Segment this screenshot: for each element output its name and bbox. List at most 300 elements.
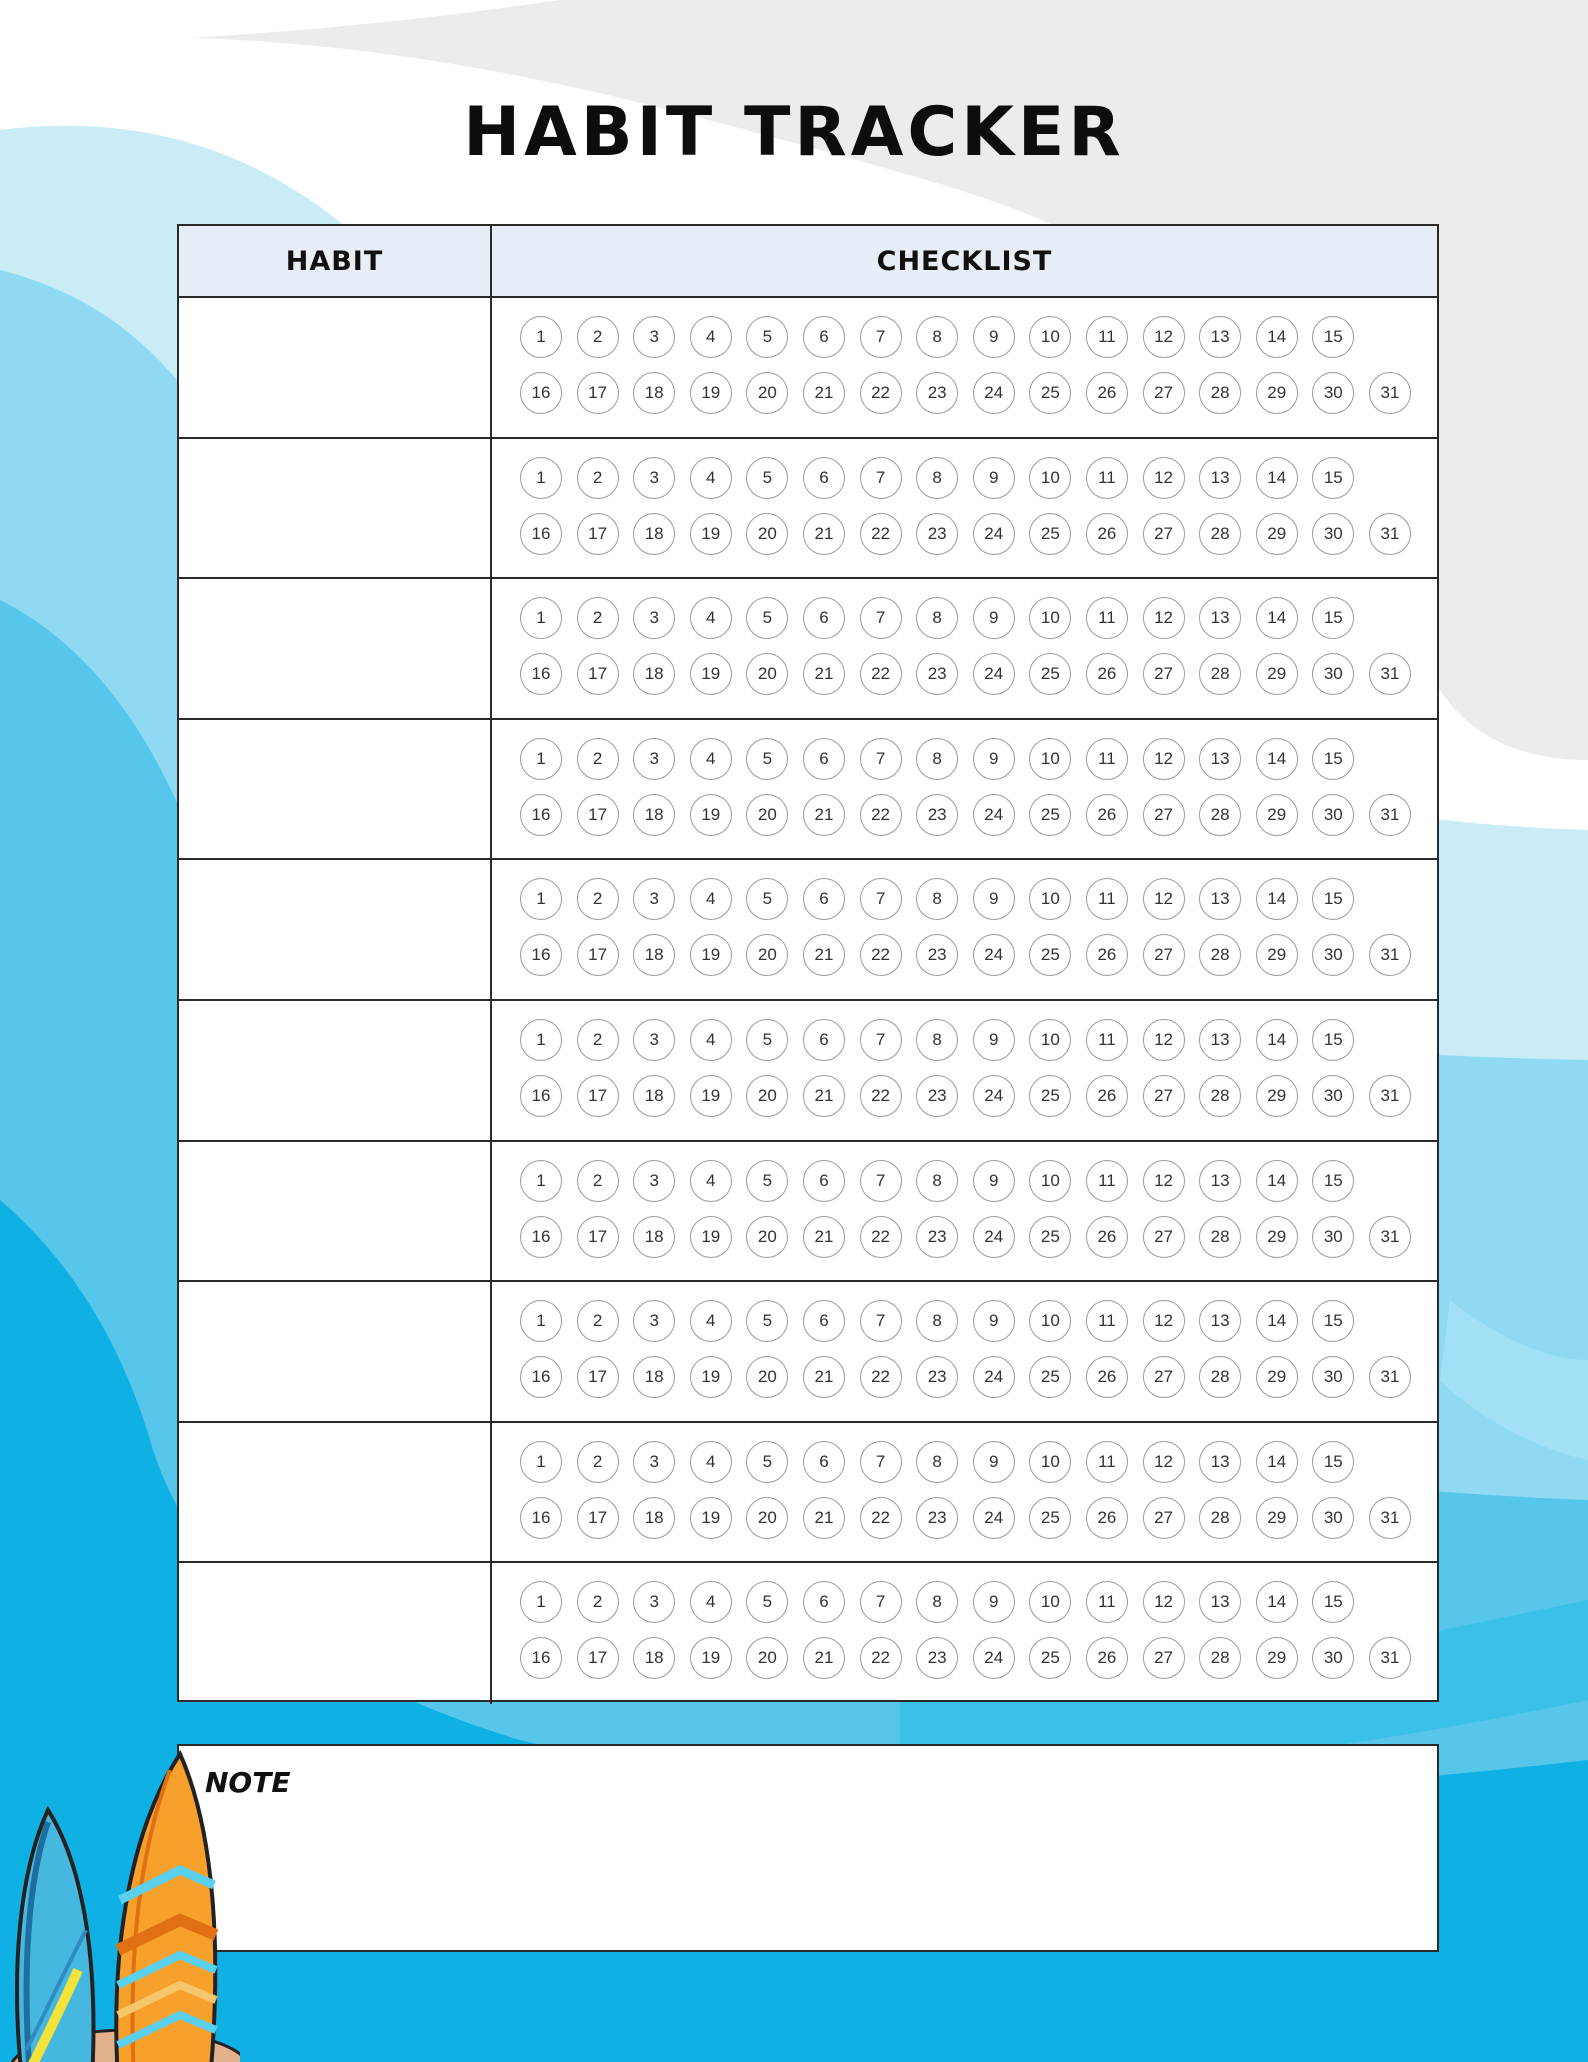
day-circle[interactable]: 27 [1143, 1637, 1185, 1679]
day-circle[interactable]: 14 [1256, 1441, 1298, 1483]
day-circle[interactable]: 23 [916, 1075, 958, 1117]
day-circle[interactable]: 23 [916, 1356, 958, 1398]
day-circle[interactable]: 8 [916, 878, 958, 920]
day-circle[interactable]: 8 [916, 597, 958, 639]
day-circle[interactable]: 25 [1029, 794, 1071, 836]
day-circle[interactable]: 20 [746, 653, 788, 695]
day-circle[interactable]: 11 [1086, 1019, 1128, 1061]
day-circle[interactable]: 3 [633, 738, 675, 780]
day-circle[interactable]: 4 [690, 1019, 732, 1061]
day-circle[interactable]: 28 [1199, 513, 1241, 555]
day-circle[interactable]: 2 [577, 1019, 619, 1061]
day-circle[interactable]: 27 [1143, 1356, 1185, 1398]
day-circle[interactable]: 9 [973, 316, 1015, 358]
day-circle[interactable]: 5 [746, 316, 788, 358]
day-circle[interactable]: 17 [577, 513, 619, 555]
day-circle[interactable]: 7 [860, 1581, 902, 1623]
day-circle[interactable]: 21 [803, 1637, 845, 1679]
day-circle[interactable]: 21 [803, 1356, 845, 1398]
day-circle[interactable]: 29 [1256, 372, 1298, 414]
day-circle[interactable]: 5 [746, 1019, 788, 1061]
day-circle[interactable]: 18 [633, 1637, 675, 1679]
day-circle[interactable]: 5 [746, 1160, 788, 1202]
day-circle[interactable]: 19 [690, 1637, 732, 1679]
day-circle[interactable]: 15 [1312, 878, 1354, 920]
day-circle[interactable]: 31 [1369, 1356, 1411, 1398]
day-circle[interactable]: 5 [746, 597, 788, 639]
day-circle[interactable]: 25 [1029, 1497, 1071, 1539]
day-circle[interactable]: 11 [1086, 1581, 1128, 1623]
day-circle[interactable]: 8 [916, 1581, 958, 1623]
day-circle[interactable]: 28 [1199, 1497, 1241, 1539]
day-circle[interactable]: 6 [803, 457, 845, 499]
day-circle[interactable]: 14 [1256, 878, 1298, 920]
day-circle[interactable]: 23 [916, 1637, 958, 1679]
day-circle[interactable]: 31 [1369, 1216, 1411, 1258]
day-circle[interactable]: 17 [577, 794, 619, 836]
day-circle[interactable]: 3 [633, 316, 675, 358]
day-circle[interactable]: 20 [746, 934, 788, 976]
day-circle[interactable]: 13 [1199, 1300, 1241, 1342]
day-circle[interactable]: 10 [1029, 738, 1071, 780]
day-circle[interactable]: 17 [577, 1075, 619, 1117]
day-circle[interactable]: 20 [746, 1075, 788, 1117]
day-circle[interactable]: 18 [633, 653, 675, 695]
day-circle[interactable]: 16 [520, 372, 562, 414]
day-circle[interactable]: 22 [860, 1356, 902, 1398]
day-circle[interactable]: 25 [1029, 1075, 1071, 1117]
day-circle[interactable]: 4 [690, 1160, 732, 1202]
day-circle[interactable]: 12 [1143, 738, 1185, 780]
day-circle[interactable]: 1 [520, 316, 562, 358]
day-circle[interactable]: 17 [577, 1356, 619, 1398]
day-circle[interactable]: 16 [520, 934, 562, 976]
day-circle[interactable]: 8 [916, 1160, 958, 1202]
day-circle[interactable]: 8 [916, 316, 958, 358]
day-circle[interactable]: 11 [1086, 457, 1128, 499]
day-circle[interactable]: 20 [746, 1216, 788, 1258]
day-circle[interactable]: 28 [1199, 653, 1241, 695]
day-circle[interactable]: 15 [1312, 1019, 1354, 1061]
day-circle[interactable]: 12 [1143, 1300, 1185, 1342]
day-circle[interactable]: 26 [1086, 1216, 1128, 1258]
day-circle[interactable]: 30 [1312, 372, 1354, 414]
day-circle[interactable]: 22 [860, 1497, 902, 1539]
note-box[interactable] [177, 1744, 1439, 1952]
day-circle[interactable]: 6 [803, 316, 845, 358]
day-circle[interactable]: 22 [860, 372, 902, 414]
habit-name-cell[interactable] [179, 579, 492, 718]
day-circle[interactable]: 16 [520, 1356, 562, 1398]
day-circle[interactable]: 17 [577, 1216, 619, 1258]
day-circle[interactable]: 18 [633, 513, 675, 555]
day-circle[interactable]: 18 [633, 794, 675, 836]
day-circle[interactable]: 6 [803, 738, 845, 780]
day-circle[interactable]: 2 [577, 1300, 619, 1342]
day-circle[interactable]: 3 [633, 1019, 675, 1061]
day-circle[interactable]: 1 [520, 1300, 562, 1342]
day-circle[interactable]: 11 [1086, 316, 1128, 358]
day-circle[interactable]: 9 [973, 457, 1015, 499]
day-circle[interactable]: 25 [1029, 934, 1071, 976]
day-circle[interactable]: 22 [860, 794, 902, 836]
day-circle[interactable]: 15 [1312, 1581, 1354, 1623]
day-circle[interactable]: 14 [1256, 597, 1298, 639]
day-circle[interactable]: 14 [1256, 738, 1298, 780]
day-circle[interactable]: 19 [690, 372, 732, 414]
day-circle[interactable]: 26 [1086, 1637, 1128, 1679]
day-circle[interactable]: 26 [1086, 653, 1128, 695]
day-circle[interactable]: 24 [973, 513, 1015, 555]
day-circle[interactable]: 4 [690, 597, 732, 639]
day-circle[interactable]: 19 [690, 653, 732, 695]
day-circle[interactable]: 7 [860, 1019, 902, 1061]
day-circle[interactable]: 30 [1312, 1216, 1354, 1258]
day-circle[interactable]: 20 [746, 513, 788, 555]
day-circle[interactable]: 12 [1143, 1441, 1185, 1483]
day-circle[interactable]: 10 [1029, 316, 1071, 358]
day-circle[interactable]: 29 [1256, 513, 1298, 555]
day-circle[interactable]: 9 [973, 1581, 1015, 1623]
day-circle[interactable]: 21 [803, 934, 845, 976]
day-circle[interactable]: 28 [1199, 1075, 1241, 1117]
day-circle[interactable]: 17 [577, 372, 619, 414]
day-circle[interactable]: 1 [520, 597, 562, 639]
day-circle[interactable]: 29 [1256, 1497, 1298, 1539]
day-circle[interactable]: 18 [633, 1497, 675, 1539]
day-circle[interactable]: 23 [916, 1497, 958, 1539]
day-circle[interactable]: 30 [1312, 653, 1354, 695]
day-circle[interactable]: 8 [916, 1300, 958, 1342]
habit-name-cell[interactable] [179, 1142, 492, 1281]
day-circle[interactable]: 6 [803, 597, 845, 639]
day-circle[interactable]: 3 [633, 457, 675, 499]
day-circle[interactable]: 24 [973, 653, 1015, 695]
day-circle[interactable]: 28 [1199, 1637, 1241, 1679]
day-circle[interactable]: 9 [973, 1160, 1015, 1202]
day-circle[interactable]: 19 [690, 1216, 732, 1258]
day-circle[interactable]: 2 [577, 597, 619, 639]
day-circle[interactable]: 21 [803, 1075, 845, 1117]
day-circle[interactable]: 16 [520, 1075, 562, 1117]
day-circle[interactable]: 18 [633, 934, 675, 976]
day-circle[interactable]: 27 [1143, 794, 1185, 836]
day-circle[interactable]: 3 [633, 1300, 675, 1342]
day-circle[interactable]: 12 [1143, 1581, 1185, 1623]
day-circle[interactable]: 21 [803, 513, 845, 555]
day-circle[interactable]: 26 [1086, 1356, 1128, 1398]
day-circle[interactable]: 19 [690, 513, 732, 555]
day-circle[interactable]: 31 [1369, 653, 1411, 695]
day-circle[interactable]: 15 [1312, 597, 1354, 639]
day-circle[interactable]: 2 [577, 878, 619, 920]
day-circle[interactable]: 17 [577, 934, 619, 976]
day-circle[interactable]: 25 [1029, 1216, 1071, 1258]
day-circle[interactable]: 16 [520, 1216, 562, 1258]
day-circle[interactable]: 13 [1199, 457, 1241, 499]
day-circle[interactable]: 20 [746, 794, 788, 836]
day-circle[interactable]: 6 [803, 1019, 845, 1061]
day-circle[interactable]: 17 [577, 1497, 619, 1539]
day-circle[interactable]: 15 [1312, 1160, 1354, 1202]
day-circle[interactable]: 20 [746, 1356, 788, 1398]
day-circle[interactable]: 13 [1199, 597, 1241, 639]
day-circle[interactable]: 31 [1369, 934, 1411, 976]
day-circle[interactable]: 4 [690, 1581, 732, 1623]
day-circle[interactable]: 22 [860, 1216, 902, 1258]
day-circle[interactable]: 5 [746, 1300, 788, 1342]
day-circle[interactable]: 29 [1256, 1356, 1298, 1398]
day-circle[interactable]: 29 [1256, 794, 1298, 836]
day-circle[interactable]: 1 [520, 1160, 562, 1202]
habit-name-cell[interactable] [179, 439, 492, 578]
day-circle[interactable]: 19 [690, 934, 732, 976]
day-circle[interactable]: 8 [916, 1441, 958, 1483]
day-circle[interactable]: 27 [1143, 1497, 1185, 1539]
day-circle[interactable]: 3 [633, 878, 675, 920]
habit-name-cell[interactable] [179, 1423, 492, 1562]
day-circle[interactable]: 23 [916, 1216, 958, 1258]
day-circle[interactable]: 24 [973, 794, 1015, 836]
day-circle[interactable]: 25 [1029, 1637, 1071, 1679]
day-circle[interactable]: 11 [1086, 597, 1128, 639]
day-circle[interactable]: 20 [746, 1497, 788, 1539]
day-circle[interactable]: 31 [1369, 794, 1411, 836]
day-circle[interactable]: 27 [1143, 1216, 1185, 1258]
day-circle[interactable]: 23 [916, 653, 958, 695]
day-circle[interactable]: 2 [577, 1160, 619, 1202]
day-circle[interactable]: 6 [803, 1441, 845, 1483]
day-circle[interactable]: 31 [1369, 513, 1411, 555]
day-circle[interactable]: 25 [1029, 1356, 1071, 1398]
day-circle[interactable]: 25 [1029, 653, 1071, 695]
day-circle[interactable]: 14 [1256, 457, 1298, 499]
day-circle[interactable]: 10 [1029, 878, 1071, 920]
day-circle[interactable]: 2 [577, 1581, 619, 1623]
day-circle[interactable]: 2 [577, 316, 619, 358]
day-circle[interactable]: 18 [633, 1356, 675, 1398]
day-circle[interactable]: 13 [1199, 1019, 1241, 1061]
day-circle[interactable]: 11 [1086, 1300, 1128, 1342]
day-circle[interactable]: 24 [973, 1216, 1015, 1258]
day-circle[interactable]: 14 [1256, 316, 1298, 358]
day-circle[interactable]: 19 [690, 1075, 732, 1117]
day-circle[interactable]: 30 [1312, 1356, 1354, 1398]
day-circle[interactable]: 6 [803, 1581, 845, 1623]
day-circle[interactable]: 1 [520, 1581, 562, 1623]
day-circle[interactable]: 28 [1199, 372, 1241, 414]
day-circle[interactable]: 7 [860, 457, 902, 499]
day-circle[interactable]: 8 [916, 457, 958, 499]
day-circle[interactable]: 4 [690, 1441, 732, 1483]
day-circle[interactable]: 29 [1256, 653, 1298, 695]
day-circle[interactable]: 12 [1143, 457, 1185, 499]
day-circle[interactable]: 18 [633, 372, 675, 414]
day-circle[interactable]: 12 [1143, 1160, 1185, 1202]
day-circle[interactable]: 13 [1199, 1441, 1241, 1483]
habit-name-cell[interactable] [179, 1001, 492, 1140]
day-circle[interactable]: 15 [1312, 738, 1354, 780]
day-circle[interactable]: 14 [1256, 1160, 1298, 1202]
day-circle[interactable]: 22 [860, 1075, 902, 1117]
day-circle[interactable]: 21 [803, 1216, 845, 1258]
day-circle[interactable]: 13 [1199, 1581, 1241, 1623]
day-circle[interactable]: 9 [973, 1300, 1015, 1342]
day-circle[interactable]: 27 [1143, 513, 1185, 555]
day-circle[interactable]: 4 [690, 738, 732, 780]
day-circle[interactable]: 3 [633, 1160, 675, 1202]
day-circle[interactable]: 3 [633, 1581, 675, 1623]
day-circle[interactable]: 12 [1143, 1019, 1185, 1061]
day-circle[interactable]: 9 [973, 1441, 1015, 1483]
day-circle[interactable]: 28 [1199, 794, 1241, 836]
day-circle[interactable]: 4 [690, 457, 732, 499]
day-circle[interactable]: 18 [633, 1216, 675, 1258]
day-circle[interactable]: 7 [860, 597, 902, 639]
day-circle[interactable]: 15 [1312, 1300, 1354, 1342]
day-circle[interactable]: 30 [1312, 794, 1354, 836]
day-circle[interactable]: 10 [1029, 457, 1071, 499]
day-circle[interactable]: 24 [973, 1497, 1015, 1539]
day-circle[interactable]: 28 [1199, 1216, 1241, 1258]
day-circle[interactable]: 21 [803, 372, 845, 414]
day-circle[interactable]: 19 [690, 794, 732, 836]
day-circle[interactable]: 10 [1029, 1581, 1071, 1623]
day-circle[interactable]: 16 [520, 653, 562, 695]
day-circle[interactable]: 10 [1029, 1160, 1071, 1202]
day-circle[interactable]: 4 [690, 316, 732, 358]
day-circle[interactable]: 9 [973, 738, 1015, 780]
day-circle[interactable]: 21 [803, 653, 845, 695]
day-circle[interactable]: 12 [1143, 878, 1185, 920]
day-circle[interactable]: 11 [1086, 738, 1128, 780]
day-circle[interactable]: 23 [916, 513, 958, 555]
day-circle[interactable]: 13 [1199, 738, 1241, 780]
day-circle[interactable]: 14 [1256, 1581, 1298, 1623]
day-circle[interactable]: 9 [973, 1019, 1015, 1061]
day-circle[interactable]: 10 [1029, 1441, 1071, 1483]
day-circle[interactable]: 23 [916, 794, 958, 836]
day-circle[interactable]: 23 [916, 372, 958, 414]
day-circle[interactable]: 31 [1369, 372, 1411, 414]
day-circle[interactable]: 7 [860, 1441, 902, 1483]
day-circle[interactable]: 5 [746, 878, 788, 920]
day-circle[interactable]: 11 [1086, 1160, 1128, 1202]
day-circle[interactable]: 24 [973, 1637, 1015, 1679]
day-circle[interactable]: 24 [973, 1356, 1015, 1398]
day-circle[interactable]: 15 [1312, 316, 1354, 358]
day-circle[interactable]: 1 [520, 457, 562, 499]
day-circle[interactable]: 22 [860, 1637, 902, 1679]
day-circle[interactable]: 23 [916, 934, 958, 976]
day-circle[interactable]: 1 [520, 878, 562, 920]
day-circle[interactable]: 18 [633, 1075, 675, 1117]
day-circle[interactable]: 26 [1086, 794, 1128, 836]
day-circle[interactable]: 7 [860, 316, 902, 358]
day-circle[interactable]: 20 [746, 372, 788, 414]
day-circle[interactable]: 5 [746, 457, 788, 499]
day-circle[interactable]: 28 [1199, 934, 1241, 976]
day-circle[interactable]: 11 [1086, 1441, 1128, 1483]
day-circle[interactable]: 16 [520, 1637, 562, 1679]
day-circle[interactable]: 31 [1369, 1075, 1411, 1117]
day-circle[interactable]: 15 [1312, 457, 1354, 499]
day-circle[interactable]: 5 [746, 1441, 788, 1483]
day-circle[interactable]: 10 [1029, 1019, 1071, 1061]
day-circle[interactable]: 26 [1086, 513, 1128, 555]
day-circle[interactable]: 7 [860, 738, 902, 780]
day-circle[interactable]: 13 [1199, 316, 1241, 358]
day-circle[interactable]: 29 [1256, 1075, 1298, 1117]
day-circle[interactable]: 4 [690, 878, 732, 920]
day-circle[interactable]: 13 [1199, 1160, 1241, 1202]
day-circle[interactable]: 19 [690, 1497, 732, 1539]
day-circle[interactable]: 6 [803, 878, 845, 920]
habit-name-cell[interactable] [179, 860, 492, 999]
day-circle[interactable]: 30 [1312, 934, 1354, 976]
day-circle[interactable]: 13 [1199, 878, 1241, 920]
day-circle[interactable]: 12 [1143, 316, 1185, 358]
day-circle[interactable]: 22 [860, 934, 902, 976]
day-circle[interactable]: 7 [860, 1300, 902, 1342]
day-circle[interactable]: 30 [1312, 1497, 1354, 1539]
day-circle[interactable]: 26 [1086, 934, 1128, 976]
habit-name-cell[interactable] [179, 720, 492, 859]
day-circle[interactable]: 25 [1029, 513, 1071, 555]
day-circle[interactable]: 1 [520, 1441, 562, 1483]
day-circle[interactable]: 25 [1029, 372, 1071, 414]
day-circle[interactable]: 30 [1312, 1075, 1354, 1117]
day-circle[interactable]: 6 [803, 1160, 845, 1202]
day-circle[interactable]: 21 [803, 794, 845, 836]
day-circle[interactable]: 2 [577, 1441, 619, 1483]
day-circle[interactable]: 24 [973, 1075, 1015, 1117]
day-circle[interactable]: 27 [1143, 1075, 1185, 1117]
day-circle[interactable]: 14 [1256, 1019, 1298, 1061]
day-circle[interactable]: 29 [1256, 1637, 1298, 1679]
day-circle[interactable]: 29 [1256, 1216, 1298, 1258]
day-circle[interactable]: 6 [803, 1300, 845, 1342]
day-circle[interactable]: 17 [577, 1637, 619, 1679]
day-circle[interactable]: 10 [1029, 597, 1071, 639]
day-circle[interactable]: 26 [1086, 372, 1128, 414]
day-circle[interactable]: 8 [916, 738, 958, 780]
day-circle[interactable]: 16 [520, 1497, 562, 1539]
day-circle[interactable]: 27 [1143, 372, 1185, 414]
habit-name-cell[interactable] [179, 298, 492, 437]
day-circle[interactable]: 15 [1312, 1441, 1354, 1483]
day-circle[interactable]: 20 [746, 1637, 788, 1679]
day-circle[interactable]: 9 [973, 878, 1015, 920]
day-circle[interactable]: 21 [803, 1497, 845, 1539]
day-circle[interactable]: 19 [690, 1356, 732, 1398]
day-circle[interactable]: 2 [577, 738, 619, 780]
day-circle[interactable]: 26 [1086, 1497, 1128, 1539]
day-circle[interactable]: 11 [1086, 878, 1128, 920]
day-circle[interactable]: 31 [1369, 1637, 1411, 1679]
habit-name-cell[interactable] [179, 1563, 492, 1704]
day-circle[interactable]: 27 [1143, 934, 1185, 976]
day-circle[interactable]: 4 [690, 1300, 732, 1342]
day-circle[interactable]: 24 [973, 372, 1015, 414]
day-circle[interactable]: 31 [1369, 1497, 1411, 1539]
day-circle[interactable]: 30 [1312, 1637, 1354, 1679]
day-circle[interactable]: 16 [520, 513, 562, 555]
day-circle[interactable]: 14 [1256, 1300, 1298, 1342]
day-circle[interactable]: 3 [633, 1441, 675, 1483]
day-circle[interactable]: 17 [577, 653, 619, 695]
day-circle[interactable]: 29 [1256, 934, 1298, 976]
